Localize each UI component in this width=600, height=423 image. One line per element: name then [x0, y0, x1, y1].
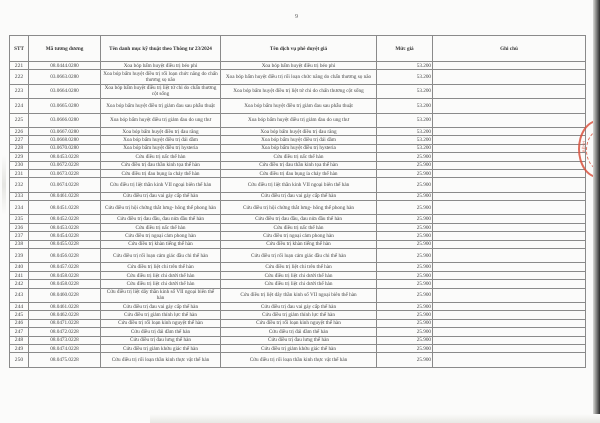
- cell-price: 53.200: [377, 84, 433, 98]
- scan-left-artifact: [2, 155, 6, 215]
- cell-technique-name: Cứu điều trị liệt dây thần kinh số VII ngoại biên thể hàn: [101, 288, 221, 302]
- cell-stt: 236: [10, 223, 29, 231]
- cell-note: [433, 353, 586, 367]
- header-technique-name: Tên danh mục kỹ thuật theo Thông tư 23/2024: [101, 36, 221, 62]
- cell-code: 08.0451.0228: [29, 201, 101, 215]
- cell-price: 53.200: [377, 62, 433, 70]
- cell-note: [433, 136, 586, 144]
- cell-service-name: Cứu điều trị đau vai gáy cấp thể hàn: [221, 302, 377, 310]
- cell-note: [433, 223, 586, 231]
- table-row: [10, 319, 586, 327]
- cell-note: [433, 302, 586, 310]
- table-body: [10, 62, 586, 368]
- cell-stt: 231: [10, 169, 29, 177]
- table-row: [10, 178, 586, 192]
- cell-note: [433, 215, 586, 223]
- cell-code: 08.0473.0228: [29, 336, 101, 344]
- table-row: [10, 215, 586, 223]
- cell-price: 25.900: [377, 344, 433, 352]
- cell-price: 25.900: [377, 288, 433, 302]
- cell-note: [433, 263, 586, 271]
- cell-price: 53.200: [377, 99, 433, 113]
- table-header-row: [10, 36, 586, 62]
- scan-bottom-shadow: [150, 414, 600, 423]
- cell-service-name: Cứu điều trị khàn tiếng thể hàn: [221, 240, 377, 248]
- cell-technique-name: Cứu điều trị đau bụng ỉa chảy thể hàn: [101, 169, 221, 177]
- cell-note: [433, 153, 586, 161]
- cell-price: 25.900: [377, 271, 433, 279]
- cell-code: 08.0456.0228: [29, 249, 101, 263]
- cell-service-name: Xoa bóp bấm huyệt điều trị hysteria: [221, 144, 377, 152]
- cell-service-name: Xoa bóp bấm huyệt điều trị liệt tứ chi do chấn thương cột sống: [221, 84, 377, 98]
- cell-price: 25.900: [377, 178, 433, 192]
- cell-stt: 229: [10, 153, 29, 161]
- cell-technique-name: Xoa bóp bấm huyệt điều trị rối loạn chức năng do chấn thương sọ não: [101, 70, 221, 84]
- header-code: Mã tương đương: [29, 36, 101, 62]
- cell-note: [433, 249, 586, 263]
- cell-code: 08.0453.0228: [29, 223, 101, 231]
- cell-service-name: Cứu điều trị đau lưng thể hàn: [221, 336, 377, 344]
- cell-service-name: Cứu điều trị liệt dây thần kinh số VII ngoại biên thể hàn: [221, 288, 377, 302]
- cell-note: [433, 232, 586, 240]
- table-row: [10, 84, 586, 98]
- cell-note: [433, 62, 586, 70]
- cell-note: [433, 144, 586, 152]
- cell-service-name: Cứu điều trị đái dầm thể hàn: [221, 328, 377, 336]
- cell-code: 08.0474.0228: [29, 344, 101, 352]
- cell-technique-name: Cứu điều trị liệt thần kinh VII ngoại biên thể hàn: [101, 178, 221, 192]
- cell-price: 25.900: [377, 328, 433, 336]
- cell-service-name: Cứu điều trị giảm thính lực thể hàn: [221, 311, 377, 319]
- cell-code: 08.0471.0228: [29, 319, 101, 327]
- cell-code: 03.0673.0228: [29, 169, 101, 177]
- cell-price: 25.900: [377, 280, 433, 288]
- cell-code: 08.0472.0228: [29, 328, 101, 336]
- cell-technique-name: Xoa bóp bấm huyệt điều trị hysteria: [101, 144, 221, 152]
- cell-technique-name: Cứu điều trị rối loạn cảm giác đầu chi thể hàn: [101, 249, 221, 263]
- cell-price: 25.900: [377, 201, 433, 215]
- cell-note: [433, 201, 586, 215]
- cell-note: [433, 344, 586, 352]
- cell-price: 25.900: [377, 302, 433, 310]
- cell-technique-name: Cứu điều trị đau lưng thể hàn: [101, 336, 221, 344]
- cell-stt: 222: [10, 70, 29, 84]
- cell-price: 53.200: [377, 70, 433, 84]
- cell-technique-name: Xoa bóp bấm huyệt điều trị giảm đau sau phẫu thuật: [101, 99, 221, 113]
- cell-stt: 242: [10, 280, 29, 288]
- table-row: [10, 70, 586, 84]
- cell-technique-name: Xoa bóp bấm huyệt điều trị liệt tứ chi do chấn thương cột sống: [101, 84, 221, 98]
- cell-service-name: Cứu điều trị rối loạn cảm giác đầu chi thể hàn: [221, 249, 377, 263]
- cell-service-name: Cứu điều trị hội chứng thắt lưng- hông thể phong hàn: [221, 201, 377, 215]
- cell-technique-name: Cứu điều trị nấc thể hàn: [101, 223, 221, 231]
- table-row: [10, 271, 586, 279]
- cell-note: [433, 280, 586, 288]
- cell-price: 53.200: [377, 113, 433, 127]
- cell-technique-name: Cứu điều trị đau vai gáy cấp thể hàn: [101, 302, 221, 310]
- cell-stt: 240: [10, 263, 29, 271]
- cell-stt: 223: [10, 84, 29, 98]
- cell-code: 08.0453.0228: [29, 153, 101, 161]
- cell-price: 25.900: [377, 153, 433, 161]
- cell-stt: 246: [10, 319, 29, 327]
- table-row: [10, 288, 586, 302]
- table-row: [10, 113, 586, 127]
- cell-technique-name: Xoa bóp bấm huyệt điều trị đau răng: [101, 127, 221, 135]
- table-row: [10, 344, 586, 352]
- cell-stt: 244: [10, 302, 29, 310]
- table-row: [10, 161, 586, 169]
- cell-technique-name: Cứu điều trị rối loạn kinh nguyệt thể hàn: [101, 319, 221, 327]
- cell-technique-name: Cứu điều trị liệt chi trên thể hàn: [101, 263, 221, 271]
- cell-service-name: Xoa bóp bấm huyệt điều trị rối loạn chức năng do chấn thương sọ não: [221, 70, 377, 84]
- cell-code: 03.0674.0228: [29, 178, 101, 192]
- cell-price: 25.900: [377, 336, 433, 344]
- cell-price: 25.900: [377, 319, 433, 327]
- cell-price: 25.900: [377, 161, 433, 169]
- table-row: [10, 353, 586, 367]
- cell-technique-name: Cứu điều trị giảm khứu giác thể hàn: [101, 344, 221, 352]
- cell-code: 08.0458.0228: [29, 280, 101, 288]
- cell-price: 25.900: [377, 240, 433, 248]
- cell-technique-name: Cứu điều trị đau vai gáy cấp thể hàn: [101, 192, 221, 200]
- cell-note: [433, 336, 586, 344]
- cell-note: [433, 240, 586, 248]
- cell-code: 08.0460.0228: [29, 288, 101, 302]
- cell-code: 08.0461.0228: [29, 302, 101, 310]
- table-row: [10, 144, 586, 152]
- table-row: [10, 136, 586, 144]
- cell-service-name: Cứu điều trị liệt chi dưới thể hàn: [221, 280, 377, 288]
- cell-code: 03.0670.0280: [29, 144, 101, 152]
- cell-stt: 233: [10, 192, 29, 200]
- cell-stt: 227: [10, 136, 29, 144]
- cell-code: 03.0665.0280: [29, 99, 101, 113]
- cell-code: 08.0452.0228: [29, 215, 101, 223]
- header-service-name: Tên dịch vụ phê duyệt giá: [221, 36, 377, 62]
- cell-code: 08.0457.0228: [29, 263, 101, 271]
- cell-code: 08.0458.0228: [29, 271, 101, 279]
- cell-price: 25.900: [377, 353, 433, 367]
- cell-price: 25.900: [377, 192, 433, 200]
- cell-code: 08.0462.0228: [29, 311, 101, 319]
- cell-code: 03.0672.0228: [29, 161, 101, 169]
- cell-note: [433, 169, 586, 177]
- cell-code: 03.0666.0280: [29, 113, 101, 127]
- table-row: [10, 99, 586, 113]
- cell-technique-name: Xoa bóp bấm huyệt điều trị đái dầm: [101, 136, 221, 144]
- scan-edge-shadow: [593, 0, 600, 423]
- cell-stt: 237: [10, 232, 29, 240]
- cell-service-name: Cứu điều trị nấc thể hàn: [221, 223, 377, 231]
- cell-code: 08.0461.0228: [29, 192, 101, 200]
- cell-code: 03.0668.0280: [29, 136, 101, 144]
- cell-note: [433, 288, 586, 302]
- cell-stt: 226: [10, 127, 29, 135]
- cell-service-name: Cứu điều trị liệt chi trên thể hàn: [221, 263, 377, 271]
- table-row: [10, 249, 586, 263]
- cell-stt: 241: [10, 271, 29, 279]
- cell-technique-name: Cứu điều trị ngoại cảm phong hàn: [101, 232, 221, 240]
- cell-price: 53.200: [377, 136, 433, 144]
- cell-service-name: Cứu điều trị giảm khứu giác thể hàn: [221, 344, 377, 352]
- cell-note: [433, 271, 586, 279]
- cell-price: 25.900: [377, 249, 433, 263]
- cell-technique-name: Cứu điều trị đau thần kinh tọa thể hàn: [101, 161, 221, 169]
- cell-service-name: Xoa bóp bấm huyệt điều trị giảm đau sau phẫu thuật: [221, 99, 377, 113]
- cell-service-name: Xoa bóp bấm huyệt điều trị đái dầm: [221, 136, 377, 144]
- table-row: [10, 302, 586, 310]
- cell-note: [433, 70, 586, 84]
- cell-service-name: Cứu điều trị đau thần kinh tọa thể hàn: [221, 161, 377, 169]
- cell-stt: 250: [10, 353, 29, 367]
- cell-note: [433, 113, 586, 127]
- cell-service-name: Cứu điều trị liệt thần kinh VII ngoại biên thể hàn: [221, 178, 377, 192]
- cell-technique-name: Cứu điều trị đau đầu, đau nửa đầu thể hàn: [101, 215, 221, 223]
- page-number: 9: [295, 14, 298, 20]
- cell-service-name: Cứu điều trị đau đầu, đau nửa đầu thể hàn: [221, 215, 377, 223]
- cell-price: 25.900: [377, 223, 433, 231]
- cell-stt: 245: [10, 311, 29, 319]
- cell-stt: 232: [10, 178, 29, 192]
- cell-technique-name: Cứu điều trị liệt chi dưới thể hàn: [101, 280, 221, 288]
- cell-code: 08.0444.0280: [29, 62, 101, 70]
- cell-note: [433, 99, 586, 113]
- table-row: [10, 201, 586, 215]
- cell-note: [433, 192, 586, 200]
- cell-stt: 238: [10, 240, 29, 248]
- table-row: [10, 280, 586, 288]
- cell-price: 25.900: [377, 263, 433, 271]
- cell-stt: 224: [10, 99, 29, 113]
- cell-price: 25.900: [377, 311, 433, 319]
- cell-note: [433, 319, 586, 327]
- cell-note: [433, 178, 586, 192]
- price-table: [9, 35, 586, 368]
- cell-technique-name: Cứu điều trị hội chứng thắt lưng- hông thể phong hàn: [101, 201, 221, 215]
- table-row: [10, 263, 586, 271]
- cell-stt: 221: [10, 62, 29, 70]
- cell-stt: 235: [10, 215, 29, 223]
- cell-service-name: Xoa bóp bấm huyệt điều trị béo phì: [221, 62, 377, 70]
- cell-note: [433, 127, 586, 135]
- table-row: [10, 153, 586, 161]
- cell-stt: 228: [10, 144, 29, 152]
- cell-stt: 243: [10, 288, 29, 302]
- cell-service-name: Cứu điều trị rối loạn kinh nguyệt thể hàn: [221, 319, 377, 327]
- cell-stt: 234: [10, 201, 29, 215]
- cell-code: 08.0454.0228: [29, 232, 101, 240]
- cell-service-name: Xoa bóp bấm huyệt điều trị đau răng: [221, 127, 377, 135]
- cell-stt: 248: [10, 336, 29, 344]
- header-stt: STT: [10, 36, 29, 62]
- table-row: [10, 192, 586, 200]
- header-price: Mức giá: [377, 36, 433, 62]
- table-row: [10, 169, 586, 177]
- table-row: [10, 311, 586, 319]
- stamp-text: BỆNH: [581, 140, 587, 153]
- cell-service-name: Xoa bóp bấm huyệt điều trị giảm đau do ung thư: [221, 113, 377, 127]
- cell-service-name: Cứu điều trị ngoại cảm phong hàn: [221, 232, 377, 240]
- table-row: [10, 127, 586, 135]
- cell-service-name: Cứu điều trị nấc thể hàn: [221, 153, 377, 161]
- cell-code: 08.0475.0228: [29, 353, 101, 367]
- table-row: [10, 328, 586, 336]
- table-row: [10, 62, 586, 70]
- cell-stt: 230: [10, 161, 29, 169]
- cell-price: 53.200: [377, 144, 433, 152]
- table-row: [10, 240, 586, 248]
- cell-technique-name: Cứu điều trị liệt chi dưới thể hàn: [101, 271, 221, 279]
- cell-price: 53.200: [377, 127, 433, 135]
- cell-stt: 247: [10, 328, 29, 336]
- cell-note: [433, 328, 586, 336]
- cell-technique-name: Cứu điều trị khàn tiếng thể hàn: [101, 240, 221, 248]
- cell-code: 03.0663.0280: [29, 70, 101, 84]
- cell-technique-name: Xoa bóp bấm huyệt điều trị béo phì: [101, 62, 221, 70]
- cell-code: 08.0455.0228: [29, 240, 101, 248]
- cell-note: [433, 84, 586, 98]
- cell-technique-name: Cứu điều trị nấc thể hàn: [101, 153, 221, 161]
- table-row: [10, 336, 586, 344]
- cell-price: 25.900: [377, 232, 433, 240]
- cell-service-name: Cứu điều trị đau vai gáy cấp thể hàn: [221, 192, 377, 200]
- cell-code: 03.0667.0280: [29, 127, 101, 135]
- cell-note: [433, 311, 586, 319]
- cell-stt: 239: [10, 249, 29, 263]
- table-row: [10, 223, 586, 231]
- cell-technique-name: Cứu điều trị đái dầm thể hàn: [101, 328, 221, 336]
- cell-stt: 249: [10, 344, 29, 352]
- cell-service-name: Cứu điều trị liệt chi dưới thể hàn: [221, 271, 377, 279]
- cell-note: [433, 161, 586, 169]
- cell-code: 03.0664.0280: [29, 84, 101, 98]
- cell-technique-name: Cứu điều trị giảm thính lực thể hàn: [101, 311, 221, 319]
- cell-technique-name: Xoa bóp bấm huyệt điều trị giảm đau do ung thư: [101, 113, 221, 127]
- cell-technique-name: Cứu điều trị rối loạn thần kinh thực vật thể hàn: [101, 353, 221, 367]
- header-note: Ghi chú: [433, 36, 586, 62]
- cell-service-name: Cứu điều trị đau bụng ỉa chảy thể hàn: [221, 169, 377, 177]
- cell-price: 25.900: [377, 169, 433, 177]
- table-row: [10, 232, 586, 240]
- cell-service-name: Cứu điều trị rối loạn thần kinh thực vật thể hàn: [221, 353, 377, 367]
- cell-stt: 225: [10, 113, 29, 127]
- cell-price: 25.900: [377, 215, 433, 223]
